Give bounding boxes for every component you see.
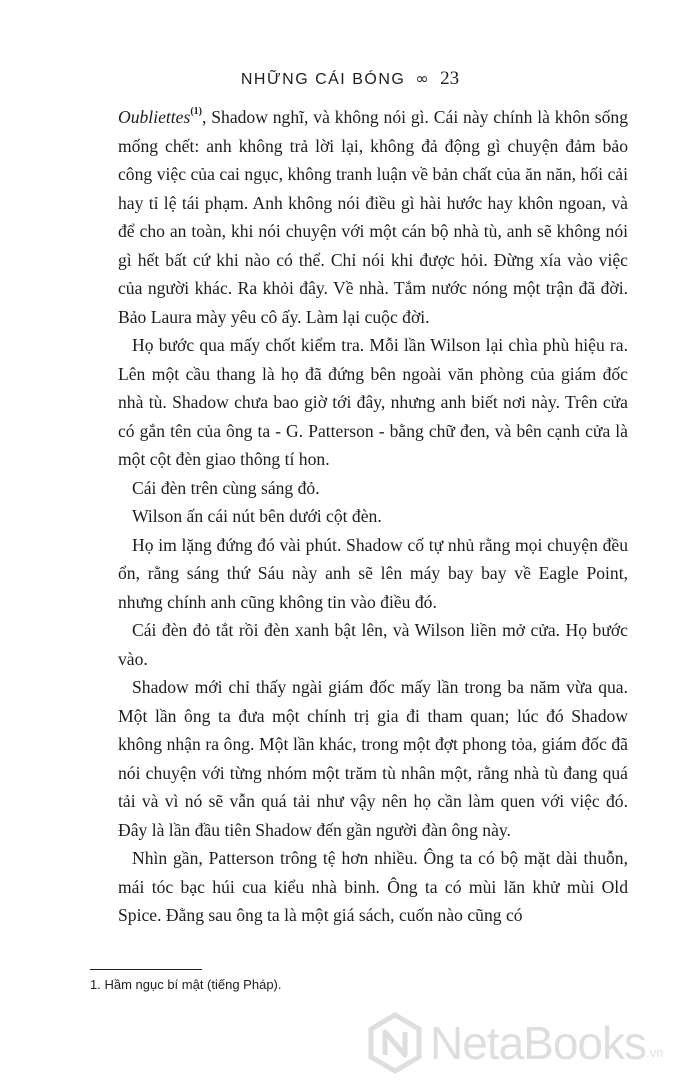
running-header: [0, 68, 700, 90]
footnote: 1. Hầm ngục bí mật (tiếng Pháp).: [90, 977, 282, 992]
paragraph-4: Wilson ấn cái nút bên dưới cột đèn.: [132, 506, 382, 526]
paragraph-6: Cái đèn đỏ tắt rồi đèn xanh bật lên, và Wilson liền mở cửa. Họ bước vào.: [118, 620, 628, 669]
body-text: [118, 103, 628, 930]
watermark-brand: NetaBooks: [430, 1017, 647, 1069]
paragraph-1-text: , Shadow nghĩ, và không nói gì. Cái này chính là khôn sống mống chết: anh không trả lời lại, không đả động gì chuyện đảm bảo công việc của cai ngục, không tranh luận về bản chất của ăn năn, hối cải hay tỉ lệ tái phạm. Anh không nói điều gì hài hước hay khôn ngoan, và để cho an toàn, khi nói chuyện với một cán bộ nhà tù, anh sẽ không nói gì hết bất cứ khi nào có thể. Chỉ nói khi được hỏi. Đừng xía vào việc của người khác. Ra khỏi đây. Về nhà. Tắm nước nóng một trận đã đời. Bảo Laura mày yêu cô ấy. Làm lại cuộc đời.: [118, 107, 628, 327]
page-number: 23: [440, 68, 460, 89]
paragraph-8: Nhìn gần, Patterson trông tệ hơn nhiều. Ông ta có bộ mặt dài thuỗn, mái tóc bạc húi cua kiểu nhà binh. Ông ta có mùi lăn khử mùi Old Spice. Đằng sau ông ta là một giá sách, cuốn nào cũng có: [118, 848, 628, 925]
watermark-suffix: .vn: [646, 1045, 664, 1060]
paragraph-1: [118, 103, 628, 331]
paragraph-2: Họ bước qua mấy chốt kiểm tra. Mỗi lần Wilson lại chìa phù hiệu ra. Lên một cầu thang là họ đã đứng bên ngoài văn phòng của giám đốc nhà tù. Shadow chưa bao giờ tới đây, nhưng anh biết nơi này. Trên cửa có gắn tên của ông ta - G. Patterson - bằng chữ đen, và bên cạnh cửa là một cột đèn giao thông tí hon.: [118, 335, 628, 469]
watermark: [364, 1008, 694, 1078]
paragraph-3: Cái đèn trên cùng sáng đỏ.: [132, 477, 320, 498]
infinity-separator-icon: ∞: [415, 69, 431, 88]
chapter-title: NHỮNG CÁI BÓNG: [240, 71, 406, 88]
paragraph-5: Họ im lặng đứng đó vài phút. Shadow cố tự nhủ rằng mọi chuyện đều ổn, rằng sáng thứ Sáu này anh sẽ lên máy bay bay về Eagle Point, nhưng chính anh cũng không tin vào điều đó.: [118, 534, 628, 612]
footnote-divider: [90, 969, 202, 970]
netabooks-logo-icon: [364, 1012, 426, 1074]
paragraph-7: Shadow mới chỉ thấy ngài giám đốc mấy lần trong ba năm vừa qua. Một lần ông ta đưa một chính trị gia đi tham quan; lúc đó Shadow không nhận ra ông. Một lần khác, trong một đợt phong tỏa, giám đốc đã nói chuyện với từng nhóm một trăm tù nhân một, rằng nhà tù đang quá tải và vì nó sẽ vẫn quá tải như vậy nên họ cần làm quen với việc đó. Đây là lần đầu tiên Shadow đến gần người đàn ông này.: [118, 677, 628, 840]
footnote-reference: (1): [190, 106, 202, 118]
foreign-word: Oubliettes: [118, 107, 191, 127]
